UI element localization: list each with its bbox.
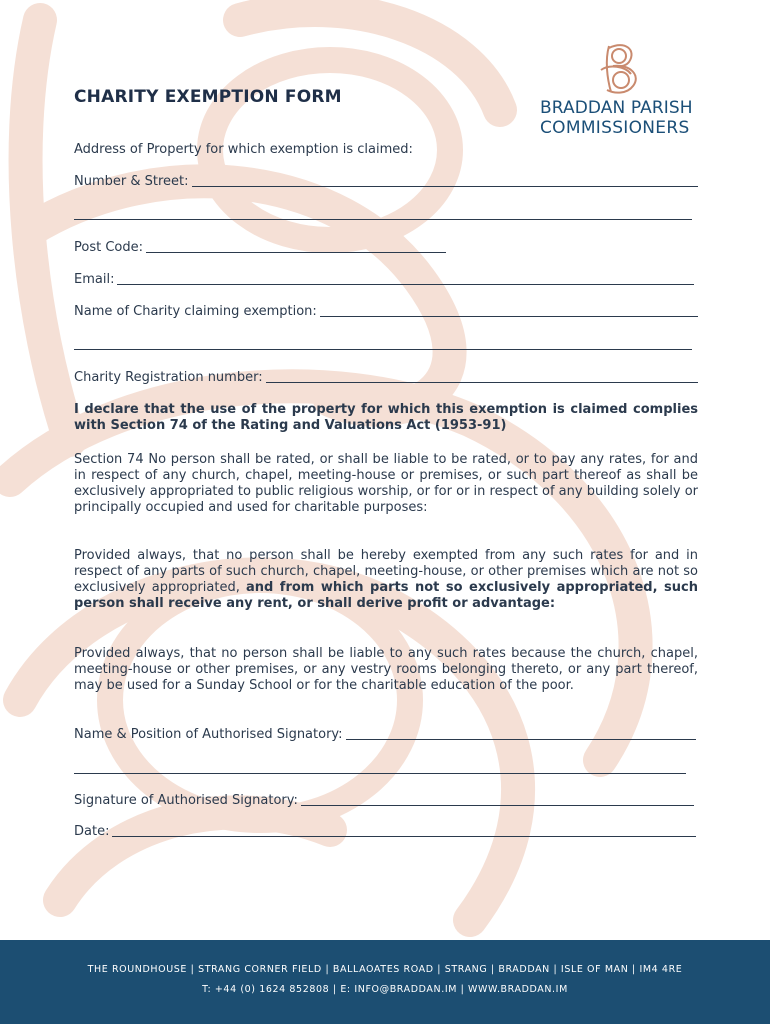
signatory-name-line[interactable] [346, 738, 696, 740]
email-label: Email: [74, 272, 115, 287]
footer [0, 940, 770, 1024]
date-line[interactable] [112, 835, 696, 837]
signatory-name-label: Name & Position of Authorised Signatory: [74, 727, 343, 742]
registration-line[interactable] [266, 381, 698, 383]
signatory-name-line-2[interactable] [74, 772, 686, 774]
charity-name-label: Name of Charity claiming exemption: [74, 304, 317, 319]
signatory-name-field[interactable] [74, 727, 696, 742]
charity-name-field[interactable] [74, 304, 698, 319]
address-line-2[interactable] [74, 218, 692, 220]
charity-name-line-2[interactable] [74, 348, 692, 350]
registration-label: Charity Registration number: [74, 370, 263, 385]
proviso-1-bold: and from which parts not so exclusively appropriated, such person shall receive any rent, or shall derive profit or advantage: [74, 580, 698, 611]
date-field[interactable] [74, 824, 696, 839]
email-line[interactable] [117, 283, 694, 285]
logo [540, 40, 730, 140]
footer-contact: T: +44 (0) 1624 852808 | E: INFO@BRADDAN.IM | WWW.BRADDAN.IM [202, 984, 568, 995]
declaration-text: I declare that the use of the property for which this exemption is claimed complies with Section 74 of the Rating and Valuations Act (1953-91) [74, 402, 698, 433]
proviso-1-text [74, 548, 698, 612]
number-street-label: Number & Street: [74, 174, 189, 189]
registration-field[interactable] [74, 370, 698, 385]
signature-line[interactable] [301, 804, 694, 806]
address-intro: Address of Property for which exemption is claimed: [74, 142, 413, 157]
proviso-1-normal: Provided always, that no person shall be hereby exempted from any such rates for and in respect of any parts of such church, chapel, meeting-house, or other premises which are not so exclusively appropriated, [74, 548, 698, 595]
footer-address: THE ROUNDHOUSE | STRANG CORNER FIELD | BALLAOATES ROAD | STRANG | BRADDAN | ISLE OF MAN | IM4 4RE [87, 964, 683, 975]
number-street-field[interactable] [74, 174, 698, 189]
post-code-field[interactable] [74, 240, 446, 255]
section-74-text: Section 74 No person shall be rated, or shall be liable to be rated, or to pay any rates, for and in respect of any church, chapel, meeting-house or premises, or such part thereof as shall be exclusively appropriated to public religious worship, or for or in respect of any building solely or principally occupied and used for charitable purposes: [74, 452, 698, 515]
email-field[interactable] [74, 272, 694, 287]
logo-text-line1: BRADDAN PARISH [540, 98, 693, 118]
proviso-2-text: Provided always, that no person shall be liable to any such rates because the church, chapel, meeting-house or other premises, or any vestry rooms belonging thereto, or any part thereof, may be used for a Sunday School or for the charitable education of the poor. [74, 646, 698, 693]
braddan-monogram-icon [595, 40, 645, 96]
number-street-line[interactable] [192, 185, 698, 187]
page-title: CHARITY EXEMPTION FORM [74, 87, 342, 107]
charity-name-line[interactable] [320, 315, 698, 317]
date-label: Date: [74, 824, 110, 839]
post-code-label: Post Code: [74, 240, 143, 255]
logo-text-line2: COMMISSIONERS [540, 118, 690, 138]
post-code-line[interactable] [146, 251, 446, 253]
signature-field[interactable] [74, 793, 694, 808]
signature-label: Signature of Authorised Signatory: [74, 793, 298, 808]
